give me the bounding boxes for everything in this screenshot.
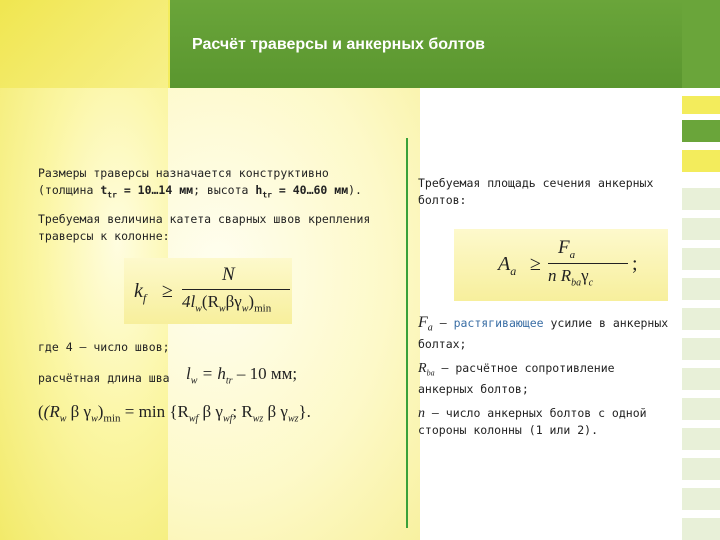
header-yellow-block bbox=[0, 0, 168, 88]
header-bar bbox=[168, 0, 682, 88]
weld-leg-formula: $k_f$ ≥ N $4l_w(R_w\beta\gamma_w)_{min}$ bbox=[124, 258, 292, 324]
min-strength-formula: (($R_w$ β $\gamma_w)_{min} = \min \{R_{wf}$ β $\gamma_{wf}$; $R_{wz}$ β $\gamma_{wz}$}. bbox=[38, 402, 311, 425]
column-divider bbox=[406, 138, 408, 528]
anchor-area-text: Требуемая площадь сечения анкерных болтов: bbox=[418, 176, 654, 207]
weld-length-label: расчётная длина шва bbox=[38, 371, 170, 385]
weld-count-text: где 4 – число швов; bbox=[38, 340, 170, 354]
anchor-resistance-text: $R_{ba}$ – расчётное сопротивление анкерных болтов; bbox=[418, 361, 615, 397]
traverse-dimensions-text: Размеры траверсы назначается конструктивно (толщина $t_{tr}$ = 10…14 мм; высота $h_{tr}$ = 40…60 мм). bbox=[38, 166, 362, 200]
anchor-force-text: $F_a$ – растягивающее усилие в анкерных болтах; bbox=[418, 314, 669, 352]
right-stripe-decoration bbox=[682, 0, 720, 540]
weld-requirement-text: Требуемая величина катета сварных швов крепления траверсы к колонне: bbox=[38, 212, 371, 243]
anchor-count-text: n – число анкерных болтов с одной стороны колонны (1 или 2). bbox=[418, 406, 647, 437]
page-title: Расчёт траверсы и анкерных болтов bbox=[192, 36, 485, 53]
weld-length-formula: $l_w = h_{tr} - 10$ мм; bbox=[186, 364, 298, 387]
anchor-area-formula: $A_a$ ≥ $F_a$ n $R_{ba}\gamma_c$ ; bbox=[454, 229, 668, 301]
